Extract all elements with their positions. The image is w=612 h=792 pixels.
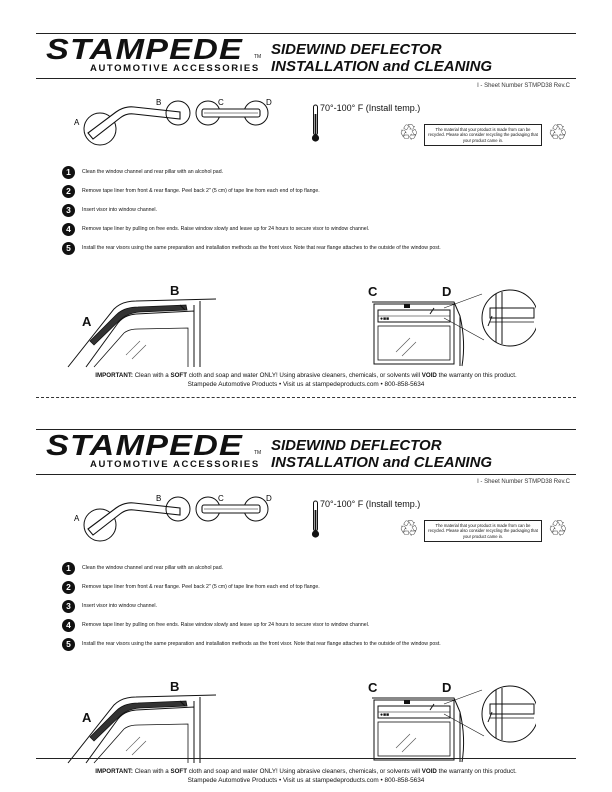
step-item <box>62 636 582 655</box>
step-text: Clean the window channel and rear pillar with an alcohol pad. <box>82 169 224 175</box>
logo-wordmark: STAMPEDE <box>46 34 244 66</box>
part-label-a: A <box>74 118 80 127</box>
important-text-1: Clean with a <box>132 372 171 379</box>
header-rule <box>36 78 576 79</box>
important-text-2: cloth and soap and water ONLY! Using abrasive cleaners, chemicals, or solvents will <box>186 768 422 775</box>
figure-label-b: B <box>170 283 180 298</box>
recycle-note: The material that your product is made from can be recycled. Please also consider recycling the packaging that your product came in. <box>424 520 542 542</box>
figure-label-c: C <box>368 680 378 695</box>
part-label-c: C <box>218 494 224 503</box>
figure-label-b: B <box>170 679 180 694</box>
bottom-rule <box>36 758 576 759</box>
step-text: Remove tape liner from front & rear flange. Peel back 2" (5 cm) of tape line from each end of top flange. <box>82 188 320 194</box>
step-text: Insert visor into window channel. <box>82 207 157 213</box>
part-label-a: A <box>74 514 80 523</box>
install-temperature: 70°-100° F (Install temp.) <box>320 103 421 113</box>
step-text: Install the rear visors using the same preparation and installation methods as the front visor. Note that rear flange attaches to the outside of the window post. <box>82 245 441 251</box>
step-text: Remove tape liner by pulling on free ends. Raise window slowly and leave up for 24 hours to secure visor to window channel. <box>82 226 370 232</box>
logo-wordmark: STAMPEDE <box>46 430 244 462</box>
install-steps <box>62 164 582 259</box>
recycle-icon: ♲ <box>399 516 419 541</box>
step-item <box>62 183 582 202</box>
important-soft: SOFT <box>170 768 187 775</box>
logo-trademark: TM <box>254 450 262 456</box>
important-text-3: the warranty on this product. <box>436 372 517 379</box>
figure-label-a: A <box>82 710 92 725</box>
thermometer-icon <box>311 104 320 144</box>
step-number: 3 <box>62 600 75 613</box>
contact-info: Stampede Automotive Products • Visit us at stampedeproducts.com • 800-858-5634 <box>187 381 425 388</box>
recycle-icon: ♲ <box>548 120 568 145</box>
step-number: 4 <box>62 223 75 236</box>
important-void: VOID <box>421 372 437 379</box>
step-number: 2 <box>62 185 75 198</box>
important-void: VOID <box>421 768 437 775</box>
figure-label-d: D <box>442 284 452 299</box>
logo-subtitle: AUTOMOTIVE ACCESSORIES <box>90 459 260 470</box>
title-line-1: SIDEWIND DEFLECTOR <box>271 437 442 454</box>
important-cleaning-note <box>0 372 612 379</box>
step-number: 5 <box>62 638 75 651</box>
front-door-figure <box>66 285 226 374</box>
header-rule <box>36 474 576 475</box>
important-label: IMPORTANT: <box>95 372 133 379</box>
stampede-logo <box>46 430 262 474</box>
title-line-2: INSTALLATION and CLEANING <box>271 58 493 75</box>
sheet-number: I - Sheet Number STMPD38 Rev.C <box>477 479 570 485</box>
install-temperature: 70°-100° F (Install temp.) <box>320 499 421 509</box>
important-text-1: Clean with a <box>132 768 171 775</box>
figure-label-a: A <box>82 314 92 329</box>
step-number: 3 <box>62 204 75 217</box>
recycle-note: The material that your product is made from can be recycled. Please also consider recycling the packaging that your product came in. <box>424 124 542 146</box>
install-steps <box>62 560 582 655</box>
part-label-b: B <box>156 98 162 107</box>
important-soft: SOFT <box>170 372 187 379</box>
step-item <box>62 164 582 183</box>
title-line-1: SIDEWIND DEFLECTOR <box>271 41 442 58</box>
step-item <box>62 617 582 636</box>
figure-label-d: D <box>442 680 452 695</box>
step-text: Insert visor into window channel. <box>82 603 157 609</box>
recycle-icon: ♲ <box>548 516 568 541</box>
step-text: Remove tape liner by pulling on free ends. Raise window slowly and leave up for 24 hours to secure visor to window channel. <box>82 622 370 628</box>
step-number: 5 <box>62 242 75 255</box>
part-label-d: D <box>266 98 272 107</box>
recycle-icon: ♲ <box>399 120 419 145</box>
important-text-3: the warranty on this product. <box>436 768 517 775</box>
part-label-d: D <box>266 494 272 503</box>
parts-diagram <box>68 488 278 544</box>
step-number: 4 <box>62 619 75 632</box>
step-item <box>62 598 582 617</box>
important-text-2: cloth and soap and water ONLY! Using abrasive cleaners, chemicals, or solvents will <box>186 372 422 379</box>
stampede-logo <box>46 34 262 78</box>
step-item <box>62 579 582 598</box>
important-cleaning-note <box>0 768 612 775</box>
step-number: 1 <box>62 562 75 575</box>
step-item <box>62 240 582 259</box>
svg-text:●■■: ●■■ <box>380 712 390 718</box>
part-label-c: C <box>218 98 224 107</box>
step-item <box>62 221 582 240</box>
step-item <box>62 202 582 221</box>
figure-label-c: C <box>368 284 378 299</box>
logo-trademark: TM <box>254 54 262 60</box>
parts-diagram <box>68 92 278 148</box>
instruction-sheet-bottom <box>0 396 612 792</box>
step-text: Clean the window channel and rear pillar with an alcohol pad. <box>82 565 224 571</box>
rear-door-figure <box>364 678 536 769</box>
title-line-2: INSTALLATION and CLEANING <box>271 454 493 471</box>
logo-subtitle: AUTOMOTIVE ACCESSORIES <box>90 63 260 74</box>
important-label: IMPORTANT: <box>95 768 133 775</box>
step-text: Install the rear visors using the same preparation and installation methods as the front visor. Note that rear flange attaches to the outside of the window post. <box>82 641 441 647</box>
front-door-figure <box>66 681 226 770</box>
cut-line <box>36 397 576 398</box>
step-item <box>62 560 582 579</box>
step-number: 2 <box>62 581 75 594</box>
sheet-number: I - Sheet Number STMPD38 Rev.C <box>477 83 570 89</box>
step-text: Remove tape liner from front & rear flange. Peel back 2" (5 cm) of tape line from each end of top flange. <box>82 584 320 590</box>
part-label-b: B <box>156 494 162 503</box>
rear-door-figure <box>364 282 536 373</box>
contact-info: Stampede Automotive Products • Visit us at stampedeproducts.com • 800-858-5634 <box>187 777 425 784</box>
step-number: 1 <box>62 166 75 179</box>
thermometer-icon <box>311 500 320 540</box>
svg-text:●■■: ●■■ <box>380 316 390 322</box>
